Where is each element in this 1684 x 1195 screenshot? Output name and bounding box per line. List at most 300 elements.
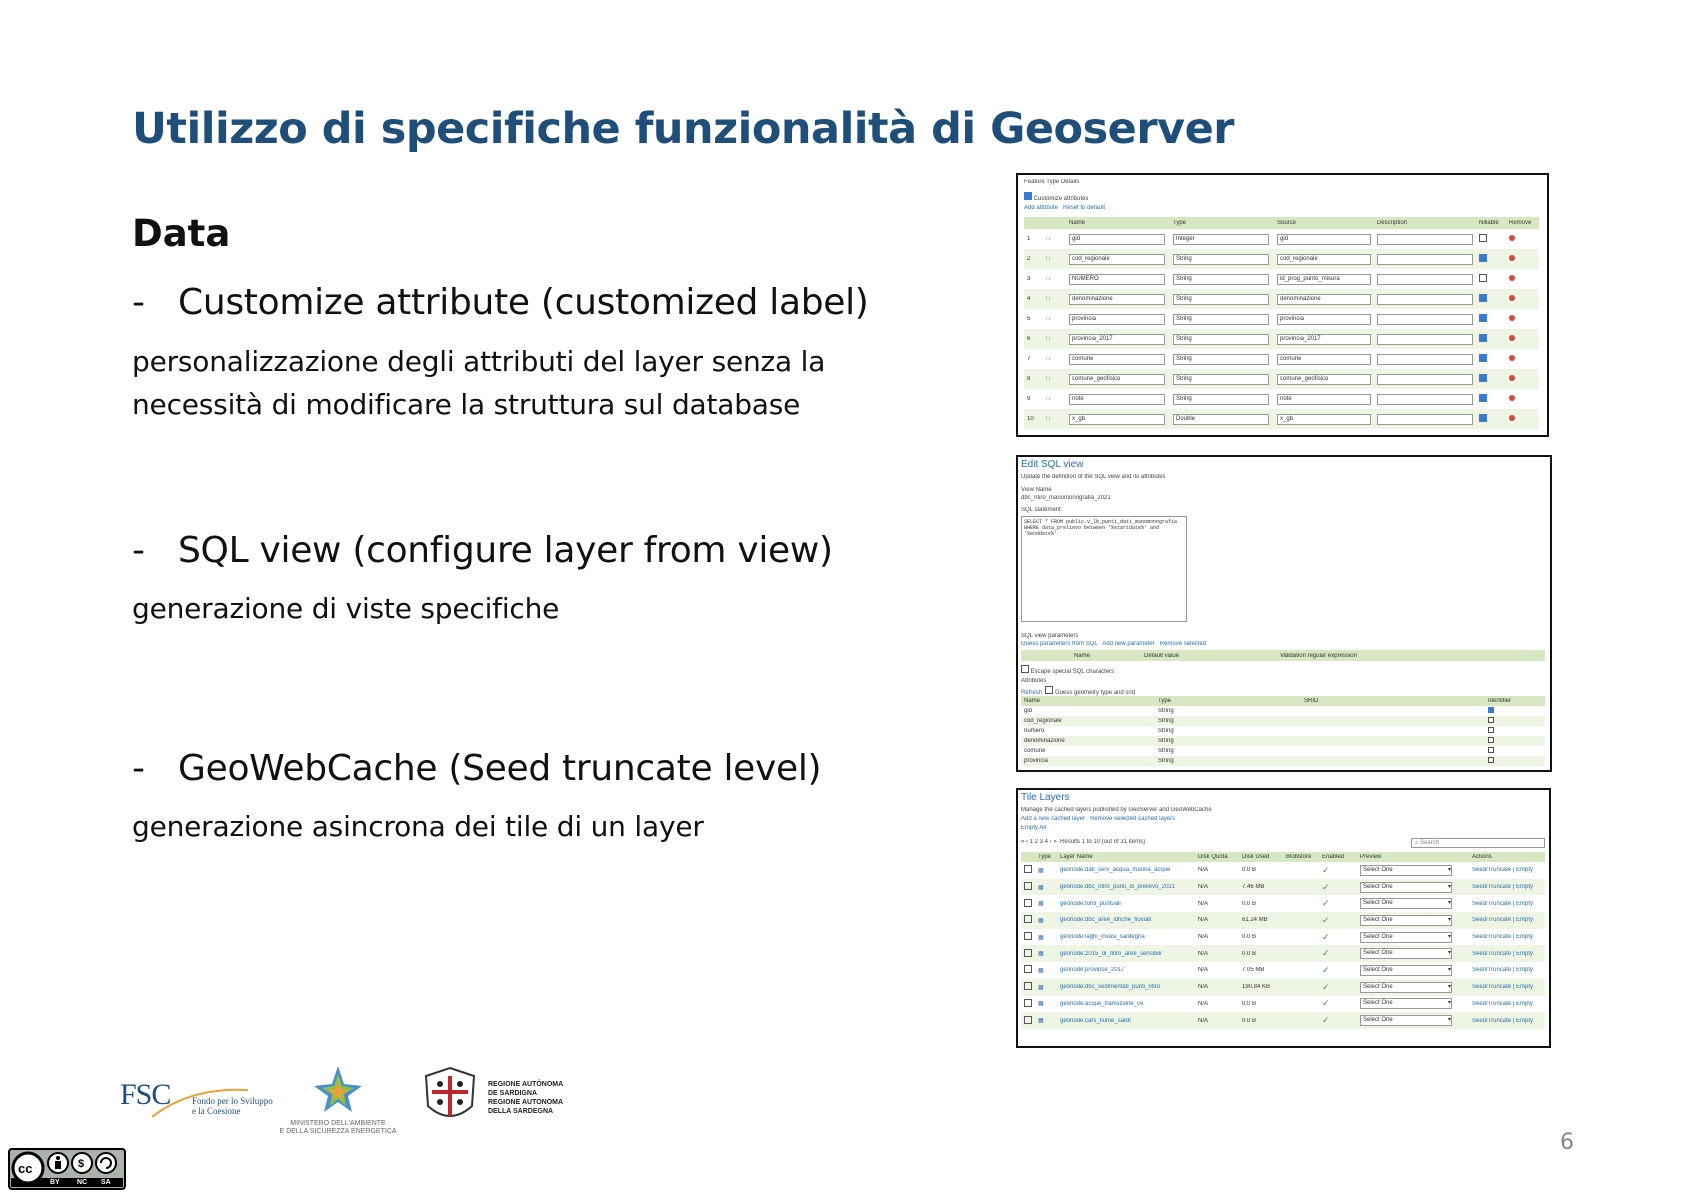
source-input[interactable]: note	[1277, 394, 1371, 405]
disk-quota: N/A	[1198, 967, 1209, 974]
row-number: 4	[1027, 296, 1031, 302]
table-row	[1024, 329, 1539, 349]
table-row	[1024, 269, 1539, 289]
nillable-cell	[1476, 234, 1506, 244]
source-cell	[1274, 314, 1374, 325]
identifier-checkbox[interactable]	[1488, 717, 1494, 723]
escape-sql-toggle[interactable]	[1021, 665, 1114, 675]
row-checkbox[interactable]	[1024, 932, 1032, 940]
nillable-checkbox[interactable]	[1479, 334, 1487, 342]
preview-select[interactable]	[1360, 898, 1452, 909]
preview-select[interactable]	[1360, 998, 1452, 1009]
row-number: 3	[1027, 276, 1031, 282]
source-cell	[1274, 354, 1374, 365]
attr-type[interactable]: String	[1158, 748, 1174, 754]
description-cell	[1374, 414, 1476, 425]
name-input[interactable]: gid	[1069, 234, 1165, 245]
slide-title: Utilizzo di specifiche funzionalità di Geoserver	[132, 104, 1234, 154]
description-input[interactable]	[1377, 234, 1473, 245]
row-checkbox[interactable]	[1024, 999, 1032, 1007]
remove-cell	[1506, 395, 1539, 403]
name-input[interactable]: NUMERO	[1069, 274, 1165, 285]
nillable-checkbox[interactable]	[1479, 274, 1487, 282]
preview-select[interactable]	[1360, 865, 1452, 876]
cc-license-badge	[8, 1148, 126, 1190]
source-input[interactable]: comune	[1277, 354, 1371, 365]
nillable-cell	[1476, 414, 1506, 424]
type-input[interactable]: String	[1173, 354, 1269, 365]
source-input[interactable]: provincia	[1277, 314, 1371, 325]
attributes-screenshot	[1016, 173, 1549, 437]
description-input[interactable]	[1377, 314, 1473, 325]
chevron-down-icon: ▾	[1447, 1000, 1451, 1007]
preview-select[interactable]	[1360, 915, 1452, 926]
seed-truncate-link[interactable]: Seed/Truncate | Empty	[1472, 900, 1534, 907]
attributes-label: Attributes	[1021, 678, 1047, 684]
type-input[interactable]: String	[1173, 254, 1269, 265]
select-cell	[1021, 932, 1035, 942]
preview-cell	[1357, 882, 1469, 893]
name-input[interactable]: provincia	[1069, 314, 1165, 325]
col-header: Actions	[1472, 854, 1492, 860]
reset-default-link[interactable]: Reset to default	[1063, 205, 1106, 211]
disk-used: 0.0 B	[1242, 1017, 1257, 1024]
layer-type-icon: ▦	[1038, 984, 1044, 991]
remove-icon[interactable]	[1509, 275, 1515, 281]
move-arrows-icon[interactable]: ↑↓	[1045, 416, 1051, 422]
name-cell	[1066, 374, 1170, 385]
disk-quota: N/A	[1198, 1000, 1209, 1007]
bullet-description	[132, 805, 704, 848]
description-cell	[1374, 254, 1476, 265]
preview-cell	[1357, 1015, 1469, 1026]
table-row	[1021, 706, 1545, 716]
disk-quota: N/A	[1198, 984, 1209, 991]
chevron-down-icon: ▾	[1447, 966, 1451, 973]
remove-icon[interactable]	[1509, 335, 1515, 341]
nillable-cell	[1476, 274, 1506, 284]
attr-name: comune	[1024, 748, 1046, 754]
preview-select[interactable]	[1360, 1015, 1452, 1026]
remove-icon[interactable]	[1509, 255, 1515, 261]
move-arrows-icon[interactable]: ↑↓	[1045, 396, 1051, 402]
nillable-checkbox[interactable]	[1479, 374, 1487, 382]
remove-icon[interactable]	[1509, 355, 1515, 361]
type-cell	[1170, 314, 1274, 325]
sql-attributes-rows	[1021, 706, 1545, 766]
name-cell	[1066, 314, 1170, 325]
search-icon: ⌕	[1415, 840, 1419, 846]
seed-truncate-link[interactable]: Seed/Truncate | Empty	[1472, 984, 1534, 991]
table-row	[1021, 746, 1545, 756]
remove-cell	[1506, 295, 1539, 303]
attr-identifier	[1485, 727, 1545, 735]
region-line: DE SARDIGNA	[488, 1090, 538, 1097]
fsc-caption	[192, 1096, 273, 1116]
layer-type-icon: ▦	[1038, 934, 1044, 941]
col-header: Disk Used	[1242, 854, 1270, 860]
cc-label: NC	[77, 1179, 88, 1186]
row-number: 8	[1027, 376, 1031, 382]
nillable-checkbox[interactable]	[1479, 354, 1487, 362]
tiles-actions	[1021, 816, 1175, 822]
remove-icon[interactable]	[1509, 415, 1515, 421]
disk-used: 0.0 B	[1242, 950, 1257, 957]
disk-quota: N/A	[1198, 900, 1209, 907]
region-line: REGIONE AUTÒNOMA	[488, 1081, 564, 1088]
col-header: Name	[1074, 652, 1091, 659]
source-input[interactable]: x_gb	[1277, 414, 1371, 425]
move-arrows-icon[interactable]: ↑↓	[1045, 236, 1051, 242]
remove-icon[interactable]	[1509, 375, 1515, 381]
section-heading: Data	[132, 212, 231, 255]
preview-select[interactable]	[1360, 882, 1452, 893]
attr-name: cod_regionale	[1024, 718, 1062, 724]
description-input[interactable]	[1377, 294, 1473, 305]
row-number: 10	[1027, 416, 1034, 422]
type-input[interactable]: String	[1173, 314, 1269, 325]
preview-select-value: Select One	[1363, 933, 1393, 940]
preview-select[interactable]	[1360, 948, 1452, 959]
enabled-check-icon: ✓	[1322, 864, 1330, 875]
row-number: 7	[1027, 356, 1031, 362]
region-line: DELLA SARDEGNA	[488, 1108, 554, 1115]
table-row	[1021, 879, 1545, 896]
description-cell	[1374, 374, 1476, 385]
source-input[interactable]: comune_geofisico	[1277, 374, 1371, 385]
row-checkbox[interactable]	[1024, 865, 1032, 873]
table-row	[1021, 736, 1545, 746]
layer-name-link[interactable]: geonode:dati_serv_acqua_marina_acque	[1060, 867, 1171, 874]
nillable-cell	[1476, 314, 1506, 324]
preview-select[interactable]	[1360, 982, 1452, 993]
preview-select[interactable]	[1360, 932, 1452, 943]
preview-cell	[1357, 865, 1469, 876]
customize-attributes-toggle[interactable]	[1024, 192, 1088, 202]
search-input[interactable]	[1411, 838, 1545, 848]
col-header: Default value	[1144, 652, 1180, 659]
remove-cell	[1506, 235, 1539, 243]
type-input[interactable]: String	[1173, 394, 1269, 405]
remove-icon[interactable]	[1509, 395, 1515, 401]
type-cell	[1170, 374, 1274, 385]
add-param-link[interactable]: Add new parameter	[1102, 641, 1155, 647]
remove-param-link[interactable]: Remove selected	[1159, 641, 1207, 647]
seed-truncate-link[interactable]: Seed/Truncate | Empty	[1472, 934, 1534, 941]
row-checkbox[interactable]	[1024, 915, 1032, 923]
attr-identifier	[1485, 707, 1545, 715]
nillable-cell	[1476, 394, 1506, 404]
col-header: Preview	[1360, 854, 1382, 860]
move-arrows-icon[interactable]: ↑↓	[1045, 316, 1051, 322]
source-input[interactable]: provincia_2017	[1277, 334, 1371, 345]
name-input[interactable]: note	[1069, 394, 1165, 405]
table-row	[1021, 716, 1545, 726]
type-cell	[1170, 354, 1274, 365]
seed-truncate-link[interactable]: Seed/Truncate | Empty	[1472, 967, 1534, 974]
remove-icon[interactable]	[1509, 315, 1515, 321]
preview-cell	[1357, 998, 1469, 1009]
source-input[interactable]: gid	[1277, 234, 1371, 245]
enabled-check-icon: ✓	[1322, 881, 1330, 892]
fsc-caption-line: Fondo per lo Sviluppo	[192, 1096, 273, 1106]
row-checkbox[interactable]	[1024, 982, 1032, 990]
table-row	[1021, 996, 1545, 1013]
nillable-checkbox[interactable]	[1479, 254, 1487, 262]
attr-type[interactable]: String	[1158, 708, 1174, 714]
preview-select-value: Select One	[1363, 866, 1393, 873]
row-checkbox[interactable]	[1024, 1016, 1032, 1024]
attr-identifier	[1485, 747, 1545, 755]
preview-select-value: Select One	[1363, 916, 1393, 923]
move-arrows-icon[interactable]: ↑↓	[1045, 336, 1051, 342]
tiles-table-header	[1021, 852, 1545, 862]
attr-type[interactable]: String	[1158, 738, 1174, 744]
ministry-line: MINISTERO DELL'AMBIENTE	[290, 1120, 386, 1127]
description-cell	[1374, 234, 1476, 245]
attr-type[interactable]: String	[1158, 718, 1174, 724]
description-line: personalizzazione degli attributi del layer senza la	[132, 345, 826, 378]
enabled-check-icon: ✓	[1322, 948, 1330, 959]
seed-truncate-link[interactable]: Seed/Truncate | Empty	[1472, 950, 1534, 957]
seed-truncate-link[interactable]: Seed/Truncate | Empty	[1472, 917, 1534, 924]
tiles-subtitle: Manage the cached layers published by GeoServer and GeoWebCache	[1021, 807, 1212, 813]
source-input[interactable]: denominazione	[1277, 294, 1371, 305]
attributes-heading: Feature Type Details	[1024, 179, 1080, 185]
layer-name-link[interactable]: geonode:acque_transizione_ce	[1060, 1000, 1144, 1007]
preview-select-value: Select One	[1363, 1017, 1393, 1024]
checkbox-icon	[1024, 192, 1032, 200]
remove-icon[interactable]	[1509, 235, 1515, 241]
disk-used: 61.24 MB	[1242, 917, 1268, 924]
pager-arrows-icon[interactable]: « ‹ 1 2 3 4 › »	[1021, 839, 1057, 845]
description-input[interactable]	[1377, 414, 1473, 425]
description-cell	[1374, 314, 1476, 325]
layer-type-icon: ▦	[1038, 1018, 1044, 1025]
col-header: Remove	[1509, 220, 1532, 226]
layer-name-link[interactable]: geonode:dbc_sedimentati_punti_ritiro	[1060, 984, 1161, 991]
row-checkbox[interactable]	[1024, 965, 1032, 973]
col-header: Nillable	[1479, 220, 1499, 226]
table-row	[1021, 726, 1545, 736]
disk-quota: N/A	[1198, 884, 1209, 891]
chevron-down-icon: ▾	[1447, 916, 1451, 923]
table-row	[1024, 369, 1539, 389]
name-cell	[1066, 234, 1170, 245]
disk-quota: N/A	[1198, 950, 1209, 957]
nillable-checkbox[interactable]	[1479, 394, 1487, 402]
ministry-line: E DELLA SICUREZZA ENERGETICA	[279, 1128, 397, 1135]
description-cell	[1374, 294, 1476, 305]
disk-used: 0.0 B	[1242, 900, 1257, 907]
description-input[interactable]	[1377, 334, 1473, 345]
preview-select[interactable]	[1360, 965, 1452, 976]
type-input[interactable]: String	[1173, 334, 1269, 345]
sqlview-subtitle: Update the definition of the SQL view and its attributes	[1021, 474, 1166, 480]
row-checkbox[interactable]	[1024, 882, 1032, 890]
disk-used: 0.0 B	[1242, 1000, 1257, 1007]
attr-identifier	[1485, 737, 1545, 745]
identifier-checkbox[interactable]	[1488, 707, 1494, 713]
search-placeholder: Search	[1420, 840, 1440, 846]
seed-truncate-link[interactable]: Seed/Truncate | Empty	[1472, 884, 1534, 891]
type-input[interactable]: String	[1173, 274, 1269, 285]
description-input[interactable]	[1377, 374, 1473, 385]
source-input[interactable]: cod_regionale	[1277, 254, 1371, 265]
move-arrows-icon[interactable]: ↑↓	[1045, 296, 1051, 302]
table-row	[1021, 912, 1545, 929]
source-cell	[1274, 254, 1374, 265]
sqlview-screenshot	[1016, 455, 1552, 772]
layer-name-link[interactable]: geonode:laghi_invasi_sardegna	[1060, 934, 1145, 941]
bullet-customize-attribute	[132, 282, 869, 323]
row-number: 1	[1027, 236, 1031, 242]
type-input[interactable]: Integer	[1173, 234, 1269, 245]
layer-name-link[interactable]: geonode:2015_di_ritiro_aree_sensibili	[1060, 950, 1162, 957]
view-name-label: View Name	[1021, 487, 1052, 493]
description-line: generazione asincrona dei tile di un layer	[132, 810, 704, 843]
remove-cell	[1506, 315, 1539, 323]
chevron-down-icon: ▾	[1447, 1017, 1451, 1024]
refresh-link[interactable]: Refresh	[1021, 690, 1043, 696]
select-cell	[1021, 882, 1035, 892]
identifier-checkbox[interactable]	[1488, 747, 1494, 753]
attr-name: denominazione	[1024, 738, 1065, 744]
name-input[interactable]: cod_regionale	[1069, 254, 1165, 265]
col-header: Source	[1277, 220, 1297, 226]
add-cached-layer-link[interactable]: Add a new cached layer	[1021, 816, 1086, 822]
description-cell	[1374, 334, 1476, 345]
seed-truncate-link[interactable]: Seed/Truncate | Empty	[1472, 1017, 1534, 1024]
guess-params-link[interactable]: Guess parameters from SQL	[1021, 641, 1098, 647]
type-cell	[1170, 294, 1274, 305]
name-input[interactable]: comune_geofisico	[1069, 374, 1165, 385]
remove-cell	[1506, 275, 1539, 283]
identifier-checkbox[interactable]	[1488, 757, 1494, 763]
add-attribute-link[interactable]: Add attribute	[1024, 205, 1059, 211]
bullet-sql-view	[132, 530, 833, 571]
name-input[interactable]: x_gb	[1069, 414, 1165, 425]
disk-used: 7.05 MB	[1242, 967, 1265, 974]
enabled-check-icon: ✓	[1322, 964, 1330, 975]
remove-cached-layers-link[interactable]: Remove selected cached layers	[1090, 816, 1176, 822]
seed-truncate-link[interactable]: Seed/Truncate | Empty	[1472, 867, 1534, 874]
cc-label: BY	[50, 1179, 60, 1186]
description-input[interactable]	[1377, 354, 1473, 365]
nillable-cell	[1476, 354, 1506, 364]
empty-all-link[interactable]: Empty All	[1021, 825, 1047, 831]
layer-name-link[interactable]: geonode:fonti_puntuali	[1060, 900, 1121, 907]
type-cell	[1170, 254, 1274, 265]
move-arrows-icon[interactable]: ↑↓	[1045, 376, 1051, 382]
disk-used: 190.84 KB	[1242, 984, 1271, 991]
nillable-checkbox[interactable]	[1479, 294, 1487, 302]
attr-identifier	[1485, 717, 1545, 725]
chevron-down-icon: ▾	[1447, 933, 1451, 940]
type-input[interactable]: String	[1173, 374, 1269, 385]
description-input[interactable]	[1377, 274, 1473, 285]
identifier-checkbox[interactable]	[1488, 737, 1494, 743]
preview-select-value: Select One	[1363, 900, 1393, 907]
name-input[interactable]: denominazione	[1069, 294, 1165, 305]
checkbox-icon[interactable]	[1045, 686, 1053, 694]
ministry-star-icon	[310, 1064, 366, 1114]
col-header: Description	[1377, 220, 1408, 226]
nillable-cell	[1476, 254, 1506, 264]
attributes-rows	[1024, 229, 1539, 429]
description-input[interactable]	[1377, 254, 1473, 265]
nillable-checkbox[interactable]	[1479, 234, 1487, 242]
sql-attributes-table	[1021, 696, 1545, 766]
page-number: 6	[1560, 1130, 1574, 1155]
remove-icon[interactable]	[1509, 295, 1515, 301]
nillable-checkbox[interactable]	[1479, 414, 1487, 422]
row-checkbox[interactable]	[1024, 899, 1032, 907]
col-header: Type	[1038, 854, 1052, 860]
type-input[interactable]: String	[1173, 294, 1269, 305]
select-cell	[1021, 915, 1035, 925]
view-name-value[interactable]: dbc_ritiro_manomonografia_2021	[1021, 495, 1111, 501]
source-input[interactable]: id_prog_punto_misura	[1277, 274, 1371, 285]
nillable-checkbox[interactable]	[1479, 314, 1487, 322]
svg-text:$: $	[78, 1158, 85, 1170]
name-cell	[1066, 414, 1170, 425]
pager-results: Results 1 to 10 (out of 31 items)	[1060, 839, 1146, 845]
enabled-check-icon: ✓	[1322, 998, 1330, 1009]
move-arrows-icon[interactable]: ↑↓	[1045, 356, 1051, 362]
layer-type-icon: ▦	[1038, 1001, 1044, 1008]
col-header: Name	[1024, 698, 1041, 704]
layer-name-link[interactable]: geonode:province_2017	[1060, 967, 1125, 974]
attr-name: provincia	[1024, 758, 1049, 764]
preview-select-value: Select One	[1363, 950, 1393, 957]
sql-textarea[interactable]: SELECT * FROM public.v_lb_punti_dati_manomonografia WHERE data_prelievo between '%startdate%' and '%enddate%'	[1021, 516, 1187, 622]
row-number: 9	[1027, 396, 1031, 402]
layer-type-icon: ▦	[1038, 901, 1044, 908]
move-arrows-icon[interactable]: ↑↓	[1045, 276, 1051, 282]
region-caption	[488, 1080, 563, 1116]
type-cell	[1170, 394, 1274, 405]
name-input[interactable]: provincia_2017	[1069, 334, 1165, 345]
type-input[interactable]: Double	[1173, 414, 1269, 425]
row-checkbox[interactable]	[1024, 949, 1032, 957]
preview-cell	[1357, 898, 1469, 909]
attr-type[interactable]: String	[1158, 728, 1174, 734]
table-row	[1021, 895, 1545, 912]
name-cell	[1066, 274, 1170, 285]
layer-name-link[interactable]: geonode:dbc_aree_idriche_fluviali	[1060, 917, 1152, 924]
col-header: Type	[1173, 220, 1187, 226]
bullet-label: SQL view (configure layer from view)	[178, 530, 833, 571]
seed-truncate-link[interactable]: Seed/Truncate | Empty	[1472, 1000, 1534, 1007]
type-cell	[1170, 414, 1274, 425]
name-input[interactable]: comune	[1069, 354, 1165, 365]
escape-label: Escape special SQL characters	[1030, 669, 1115, 675]
layer-name-link[interactable]: geonode:dbc_ritiro_punti_di_prelievo_2021	[1060, 884, 1176, 891]
layer-name-link[interactable]: geonode:cars_fiume_sardi	[1060, 1017, 1131, 1024]
bullet-dash: -	[132, 530, 145, 571]
row-number: 5	[1027, 316, 1031, 322]
identifier-checkbox[interactable]	[1488, 727, 1494, 733]
select-cell	[1021, 949, 1035, 959]
tiles-rows	[1021, 862, 1545, 1029]
name-cell	[1066, 254, 1170, 265]
disk-quota: N/A	[1198, 934, 1209, 941]
nillable-cell	[1476, 334, 1506, 344]
attr-type[interactable]: String	[1158, 758, 1174, 764]
move-arrows-icon[interactable]: ↑↓	[1045, 256, 1051, 262]
description-input[interactable]	[1377, 394, 1473, 405]
